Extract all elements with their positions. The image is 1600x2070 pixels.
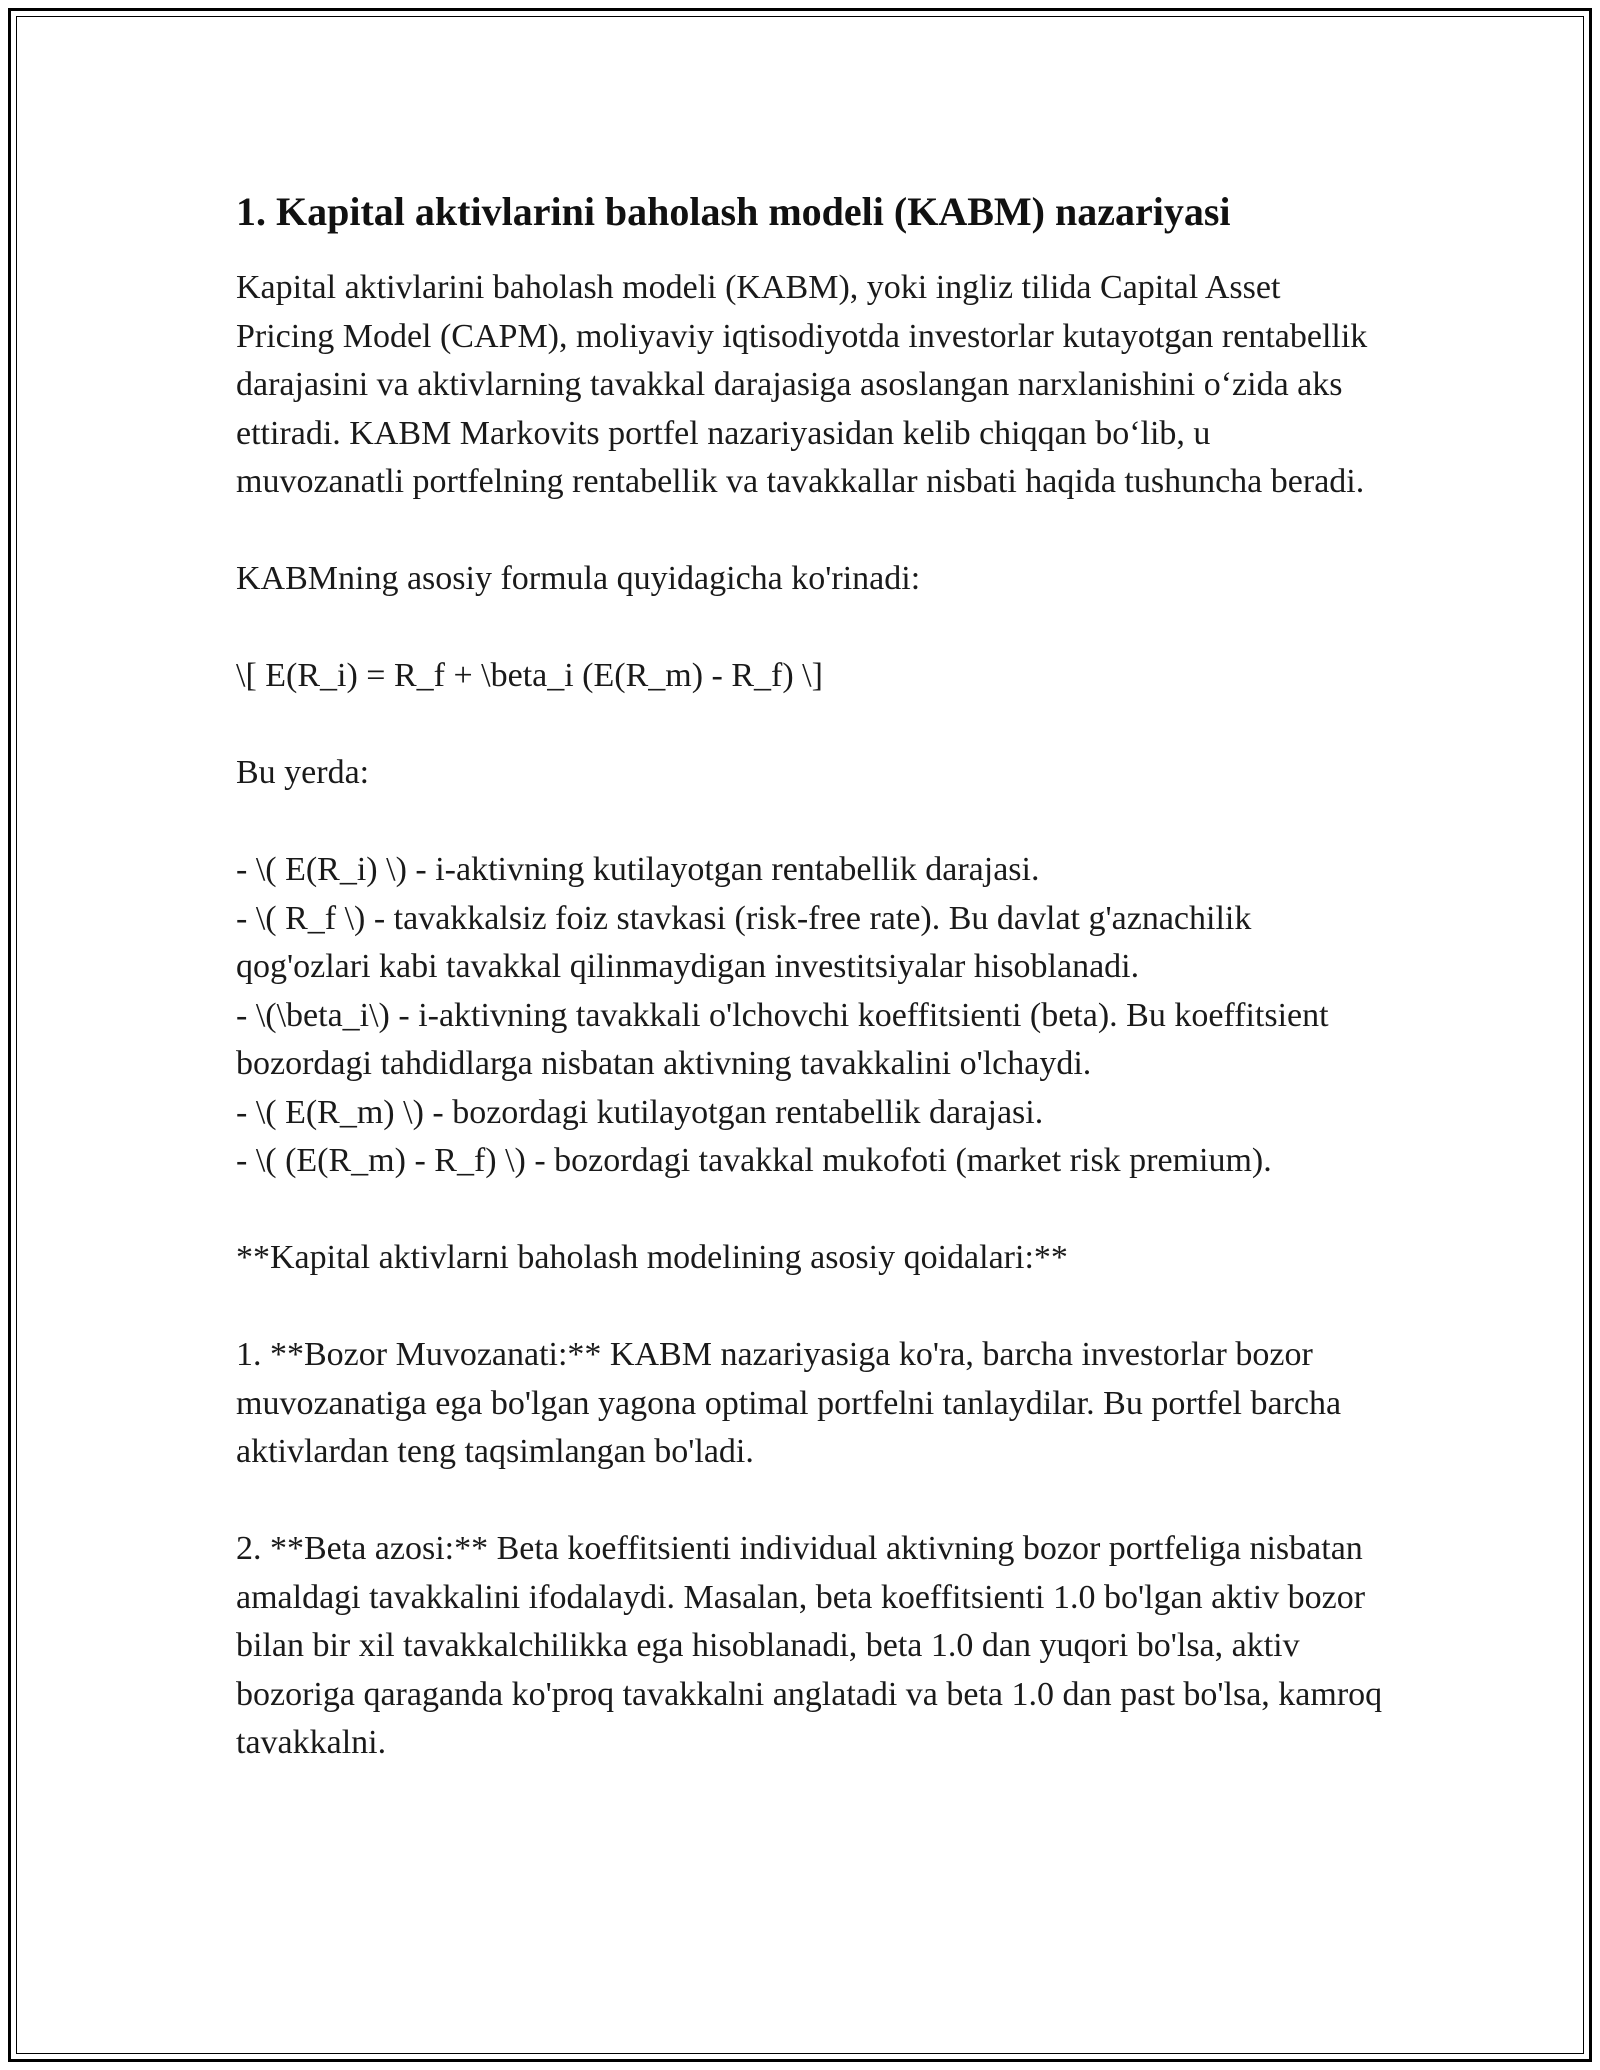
spacer bbox=[236, 604, 1386, 653]
definition-item: - \( R_f \) - tavakkalsiz foiz stavkasi (risk-free rate). Bu davlat g'aznachilik qog'ozlari kabi tavakkal qilinmaydigan investitsiyalar hisoblanadi. bbox=[236, 899, 1252, 985]
section-heading: 1. Kapital aktivlarini baholash modeli (KABM) nazariyasi bbox=[236, 189, 1231, 234]
definition-item: - \( (E(R_m) - R_f) \) - bozordagi tavakkal mukofoti (market risk premium). bbox=[236, 1142, 1272, 1179]
formula-intro: KABMning asosiy formula quyidagicha ko'rinadi: bbox=[236, 560, 921, 597]
spacer bbox=[236, 1283, 1386, 1332]
spacer bbox=[236, 701, 1386, 750]
where-label: Bu yerda: bbox=[236, 754, 370, 791]
intro-paragraph: Kapital aktivlarini baholash modeli (KABM), yoki ingliz tilida Capital Asset Pricing Model (CAPM), moliyaviy iqtisodiyotda investorlar kutayotgan rentabellik darajasini va aktivlarning tavakkal darajasiga asoslangan narxlanishini o‘zida aks ettiradi. KABM Markovits portfel nazariyasidan kelib chiqqan bo‘lib, u muvozanatli portfelning rentabellik va tavakkallar nisbati haqida tushuncha beradi. bbox=[236, 269, 1368, 500]
definition-item: - \( E(R_m) \) - bozordagi kutilayotgan rentabellik darajasi. bbox=[236, 1093, 1044, 1131]
spacer bbox=[236, 507, 1386, 556]
spacer bbox=[236, 1186, 1386, 1235]
formula: \[ E(R_i) = R_f + \beta_i (E(R_m) - R_f) \] bbox=[236, 657, 823, 694]
spacer bbox=[236, 1477, 1386, 1526]
document-body bbox=[236, 186, 1386, 1768]
rule-item: 2. **Beta azosi:** Beta koeffitsienti individual aktivning bozor portfeliga nisbatan amaldagi tavakkalini ifodalaydi. Masalan, beta koeffitsienti 1.0 bo'lgan aktiv bozor bilan bir xil tavakkalchilikka ega hisoblanadi, beta 1.0 dan yuqori bo'lsa, aktiv bozoriga qaraganda ko'proq tavakkalni anglatadi va beta 1.0 dan past bo'lsa, kamroq tavakkalni. bbox=[236, 1530, 1383, 1761]
rule-item: 1. **Bozor Muvozanati:** KABM nazariyasiga ko'ra, barcha investorlar bozor muvozanatiga ega bo'lgan yagona optimal portfelni tanlaydilar. Bu portfel barcha aktivlardan teng taqsimlangan bo'ladi. bbox=[236, 1336, 1342, 1470]
spacer bbox=[236, 798, 1386, 847]
definition-item: - \(\beta_i\) - i-aktivning tavakkali o'lchovchi koeffitsienti (beta). Bu koeffitsient bozordagi tahdidlarga nisbatan aktivning tavakkalini o'lchaydi. bbox=[236, 996, 1329, 1082]
rules-heading: **Kapital aktivlarni baholash modelining asosiy qoidalari:** bbox=[236, 1239, 1068, 1276]
definition-item: - \( E(R_i) \) - i-aktivning kutilayotgan rentabellik darajasi. bbox=[236, 851, 1040, 888]
